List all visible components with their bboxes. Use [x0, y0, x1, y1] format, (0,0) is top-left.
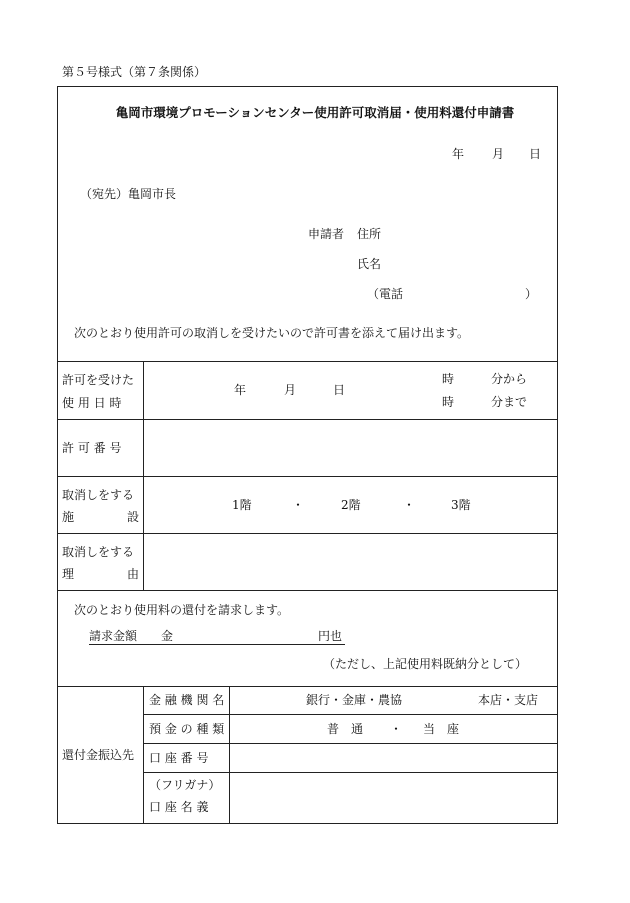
institution-label: 金 融 機 関 名: [149, 693, 225, 707]
reason-label-2b: 由: [127, 567, 140, 581]
refund-destination-label: 還付金振込先: [62, 748, 135, 762]
intro-text: 次のとおり使用許可の取消しを受けたいので許可書を添えて届け出ます。: [74, 326, 470, 340]
usage-day-label: 日: [333, 383, 346, 397]
refund-amount-line: [89, 630, 345, 645]
reason-label: 取消しをする: [62, 545, 135, 559]
deposit-type-label: 預 金 の 種 類: [149, 722, 225, 736]
reason-label-2a: 理: [62, 567, 75, 581]
usage-month-label: 月: [284, 383, 297, 397]
floor-separator-2: ・: [403, 498, 416, 512]
deposit-regular-option: 普 通: [327, 722, 364, 736]
institution-options: 銀行・金庫・農協: [306, 693, 403, 707]
floor-3-option: 3階: [451, 498, 471, 512]
usage-datetime-label-2: 使 用 日 時: [62, 396, 122, 410]
account-name-label: 口 座 名 義: [149, 800, 209, 814]
applicant-address-label: 住所: [357, 227, 382, 241]
refund-request-text: 次のとおり使用料の還付を請求します。: [74, 603, 290, 617]
applicant-phone-close: ）: [525, 287, 538, 301]
usage-end-minute-label: 分まで: [491, 395, 528, 409]
usage-datetime-label: 許可を受けた: [62, 373, 135, 387]
refund-amount-suffix: 円也: [318, 629, 343, 643]
floor-2-option: 2階: [341, 498, 361, 512]
floor-separator-1: ・: [292, 498, 305, 512]
form-number: 第５号様式（第７条関係）: [62, 65, 207, 79]
floor-1-option: 1階: [232, 498, 252, 512]
date-year-label: 年: [452, 147, 465, 161]
usage-year-label: 年: [234, 383, 247, 397]
deposit-current-option: 当 座: [423, 722, 460, 736]
branch-options: 本店・支店: [478, 693, 539, 707]
facility-label-2b: 設: [127, 510, 140, 524]
facility-label-2a: 施: [62, 510, 75, 524]
facility-label: 取消しをする: [62, 488, 135, 502]
permit-number-label: 許 可 番 号: [62, 441, 122, 455]
refund-amount-prefix: 金: [161, 629, 174, 643]
usage-end-hour-label: 時: [442, 395, 455, 409]
refund-note: （ただし、上記使用料既納分として）: [323, 657, 528, 671]
addressee: （宛先）亀岡市長: [80, 187, 177, 201]
applicant-name-label: 氏名: [357, 257, 382, 271]
furigana-label: （フリガナ）: [149, 778, 221, 792]
applicant-label: 申請者: [308, 227, 345, 241]
date-day-label: 日: [529, 147, 542, 161]
usage-start-minute-label: 分から: [491, 372, 528, 386]
applicant-phone-label: （電話: [367, 287, 404, 301]
refund-amount-label: 請求金額: [89, 629, 138, 643]
account-number-label: 口 座 番 号: [149, 751, 209, 765]
deposit-separator: ・: [390, 722, 403, 736]
usage-start-hour-label: 時: [442, 372, 455, 386]
form-title: 亀岡市環境プロモーションセンター使用許可取消届・使用料還付申請書: [115, 105, 515, 120]
date-month-label: 月: [492, 147, 505, 161]
